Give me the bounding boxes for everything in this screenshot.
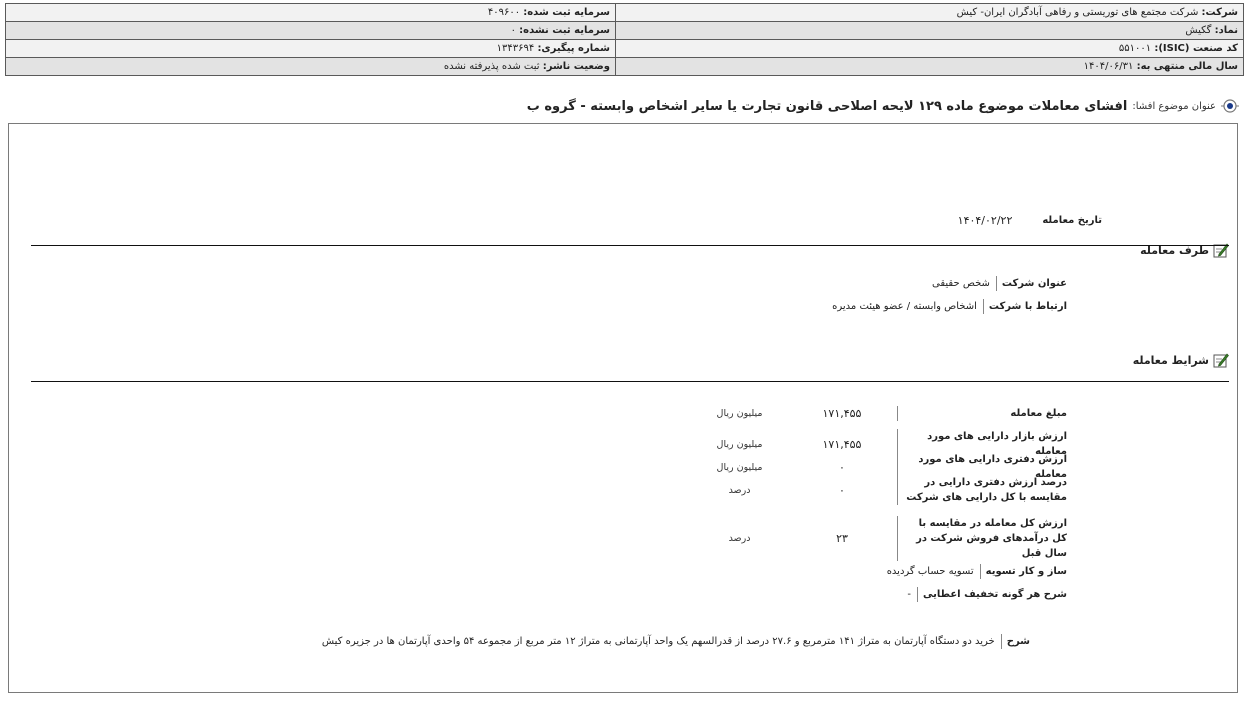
info-cell xyxy=(6,58,616,76)
transaction-date-value: ۱۴۰۴/۰۲/۲۲ xyxy=(957,214,1013,227)
settlement-value: تسویه حساب گردیده xyxy=(886,566,974,577)
fiscal-year-value: ۱۴۰۴/۰۶/۳۱ xyxy=(1083,61,1134,72)
unregistered-capital-label: سرمایه ثبت نشده: xyxy=(519,25,610,36)
symbol-value: گکیش xyxy=(1185,25,1212,36)
terms-title: شرایط معامله xyxy=(1132,353,1209,367)
discount-row xyxy=(907,587,1067,602)
terms-row-value: ۱۷۱,۴۵۵ xyxy=(822,437,862,451)
subject-label: عنوان موضوع افشا: xyxy=(1132,100,1216,112)
unregistered-capital-value: ۰ xyxy=(510,25,516,36)
terms-row-unit: میلیون ریال xyxy=(716,438,763,450)
company-title-value: شخص حقیقی xyxy=(931,278,990,289)
terms-row-unit: میلیون ریال xyxy=(716,461,763,473)
terms-row-label: درصد ارزش دفتری دارایی در مقایسه با کل دارایی های شرکت xyxy=(897,475,1067,505)
transaction-panel xyxy=(8,123,1238,693)
terms-row-unit: درصد xyxy=(728,533,751,544)
terms-row xyxy=(692,406,1067,421)
info-cell xyxy=(616,22,1244,40)
terms-section-title xyxy=(1133,352,1229,368)
info-row xyxy=(6,58,1244,76)
section-divider xyxy=(31,245,1229,246)
transaction-date-row xyxy=(958,214,1102,227)
counterparty-title: طرف معامله xyxy=(1140,243,1209,257)
issuer-status-label: وضعیت ناشر: xyxy=(542,61,610,72)
tracking-number-value: ۱۳۴۳۶۹۴ xyxy=(496,43,535,54)
discount-label: شرح هر گونه تخفیف اعطایی xyxy=(917,587,1067,602)
company-title-label: عنوان شرکت xyxy=(996,276,1067,291)
info-row xyxy=(6,4,1244,22)
registered-capital-label: سرمایه ثبت شده: xyxy=(523,7,610,18)
terms-row xyxy=(692,516,1067,561)
info-cell xyxy=(6,40,616,58)
description-row xyxy=(322,634,1030,649)
terms-row-unit: درصد xyxy=(728,484,751,496)
settlement-row xyxy=(887,564,1067,579)
relation-label: ارتباط با شرکت xyxy=(983,299,1067,314)
info-cell xyxy=(6,22,616,40)
terms-row-label: مبلغ معامله xyxy=(897,406,1067,421)
description-value: خرید دو دستگاه آپارتمان به متراژ ۱۴۱ مترمربع و ۲۷.۶ درصد از قدرالسهم یک واحد آپارتمانی به متراژ ۱۲ متر مربع از مجموعه ۵۴ واحدی آپارتمان ها در جزیره کیش xyxy=(321,636,995,647)
isic-label: کد صنعت (ISIC): xyxy=(1154,43,1238,54)
disclosure-subject xyxy=(527,95,1239,117)
settlement-label: ساز و کار تسویه xyxy=(980,564,1067,579)
company-title-row xyxy=(932,276,1067,291)
issuer-status-value: ثبت شده پذیرفته نشده xyxy=(443,61,540,72)
info-row xyxy=(6,22,1244,40)
tracking-number-label: شماره پیگیری: xyxy=(537,43,610,54)
info-cell xyxy=(616,4,1244,22)
terms-row xyxy=(692,475,1067,505)
terms-row-value: ۲۳ xyxy=(836,532,848,545)
terms-row-label: ارزش کل معامله در مقایسه با کل درآمدهای فروش شرکت در سال قبل xyxy=(897,516,1067,561)
terms-row-label: ارزش دفتری دارایی های مورد معامله xyxy=(897,452,1067,482)
terms-row-value: ۰ xyxy=(839,483,845,497)
discount-value: - xyxy=(907,589,911,600)
relation-row xyxy=(832,299,1067,314)
edit-note-icon xyxy=(1213,352,1229,368)
fiscal-year-label: سال مالی منتهی به: xyxy=(1136,61,1238,72)
company-label: شرکت: xyxy=(1201,7,1238,18)
relation-value: اشخاص وابسته / عضو هیئت مدیره xyxy=(832,301,977,312)
registered-capital-value: ۴۰۹۶۰۰ xyxy=(487,7,521,18)
terms-row-unit: میلیون ریال xyxy=(716,408,763,419)
info-cell xyxy=(616,58,1244,76)
description-label: شرح xyxy=(1001,634,1030,649)
symbol-label: نماد: xyxy=(1214,25,1238,36)
transaction-date-label: تاریخ معامله xyxy=(1042,215,1102,226)
radio-target-icon xyxy=(1221,97,1239,115)
info-cell xyxy=(6,4,616,22)
info-cell xyxy=(616,40,1244,58)
company-value: شرکت مجتمع های توریستی و رفاهی آبادگران ایران- کیش xyxy=(956,7,1199,18)
terms-row-value: ۰ xyxy=(839,460,845,474)
terms-row-value: ۱۷۱,۴۵۵ xyxy=(822,407,862,420)
terms-row-label: ارزش بازار دارایی های مورد معامله xyxy=(897,429,1067,459)
isic-value: ۵۵۱۰۰۱ xyxy=(1118,43,1152,54)
info-row xyxy=(6,40,1244,58)
subject-title: افشای معاملات موضوع ماده ۱۲۹ لایحه اصلاحی قانون تجارت یا سایر اشخاص وابسته - گروه ب xyxy=(526,98,1128,114)
section-divider xyxy=(31,381,1229,382)
company-info-table xyxy=(5,3,1244,76)
